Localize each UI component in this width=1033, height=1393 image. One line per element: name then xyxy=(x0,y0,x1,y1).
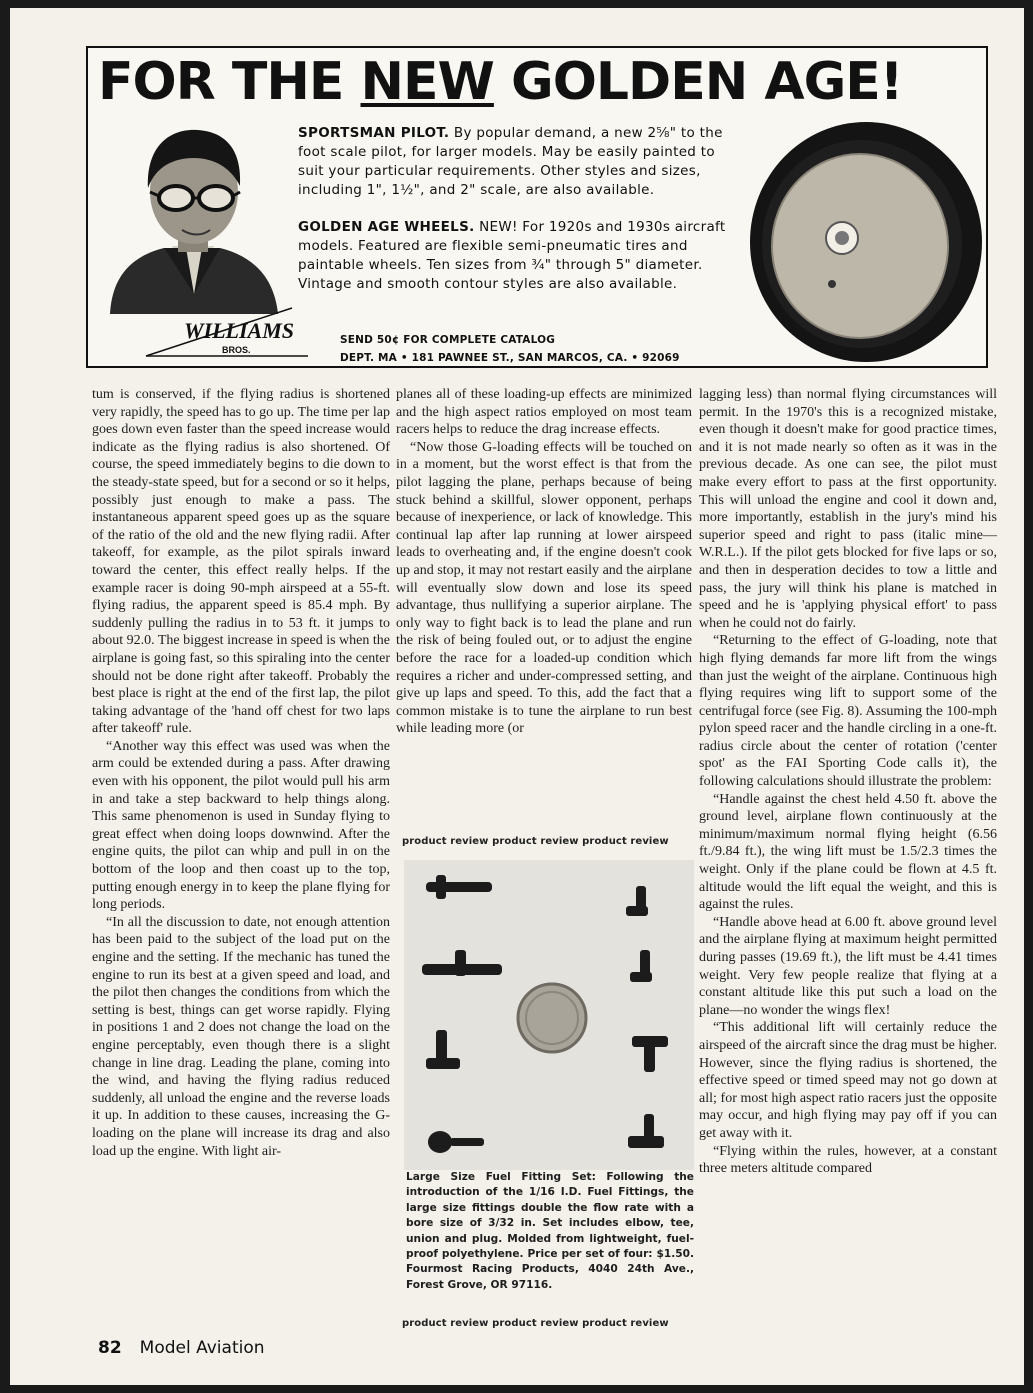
fuel-fittings-photo xyxy=(404,860,694,1170)
golden-age-wheel-image xyxy=(748,120,984,364)
svg-text:WILLIAMS: WILLIAMS xyxy=(184,318,295,343)
svg-text:BROS.: BROS. xyxy=(222,345,251,355)
catalog-line: SEND 50¢ FOR COMPLETE CATALOG xyxy=(340,334,556,346)
caption-text: Following the introduction of the 1/16 I.D. Fuel Fittings, the large size fittings double the flow rate with a bore size of 3/32 in. Set includes elbow, tee, union and plug. Molded from lightweight, fuel-proof polyethylene. Price per set of four: $1.50. Fourmost Racing Products, 4040 24th Ave., Forest Grove, OR 97116. xyxy=(406,1171,694,1291)
product-review-banner-bottom: product review product review product review xyxy=(402,1318,669,1329)
headline-part: FOR THE xyxy=(98,52,361,112)
sportsman-pilot-description xyxy=(298,124,730,200)
paragraph: lagging less) than normal flying circumstances will permit. In the 1970's this is a recognized mistake, even though it doesn't make for good practice times, and it is not made nearly so often as it was in the previous decade. As one can see, the pilot must make every effort to pass at the first opportunity. This will unload the engine and cool it down and, more importantly, establish in the jury's mind his superior speed and right to pass (italic mine—W.R.L.). If the pilot gets blocked for five laps or so, and then in desperation decides to tow a little and pass, the jury will think his plane is matched in speed and he is 'applying physical effort' to pass when he could not do fairly. xyxy=(699,387,997,631)
ad-headline xyxy=(98,52,978,112)
caption-title: Large Size Fuel Fitting Set: xyxy=(406,1171,596,1183)
product-review-caption xyxy=(406,1170,694,1293)
paragraph: “This additional lift will certainly reduce the airspeed of the aircraft since the drag must be higher. However, since the flying radius is shortened, the effective speed or timed speed may not go down at all; for most high aspect ratio racers just the opposite may occur, and high flying may pay off if you can get away with it. xyxy=(699,1020,997,1141)
paragraph: “Returning to the effect of G-loading, note that high flying demands far more lift from the wings than just the weight of the airplane. Continuous high flying requires wing lift to support some of the centrifugal force (see Fig. 8). Assuming the 100-mph pylon speed racer and the handle circling in a one-ft. radius circle about the center of rotation ('center spot' as the FAI Sporting Code calls it), the following calculations should illustrate the problem: xyxy=(699,633,997,790)
paragraph: “Handle above head at 6.00 ft. above ground level and the airplane flying at maximum height permitted during passes (19.69 ft.), the lift must be 4.41 times weight. Very few people realize that flying at a constant altitude like this put such a load on the plane—no wonder the wings flex! xyxy=(699,914,997,1018)
page-footer xyxy=(98,1338,265,1358)
magazine-page xyxy=(10,8,1024,1385)
paragraph: “In all the discussion to date, not enough attention has been paid to the subject of the load put on the engine and the setting. If the mechanic has tuned the engine to run its best at a given speed and load, and the pilot then changes the conditions from which the setting is best, things can get worse rapidly. Flying in positions 1 and 2 does not change the load on the engine perceptably, even though there is a slight change in line drag. Leading the plane, coming into the wind, and having the flying radius reduced suddenly, all unload the engine and the reverse loads it up. In addition to these causes, increasing the G-loading on the plane will increase its drag and also load up the engine. With light air- xyxy=(92,914,390,1159)
pilot-text: By popular demand, a new 2⅝" to the foot scale pilot, for larger models. May be easily painted to suit your particular requirements. Other styles and sizes, including 1", 1½", and 2" scale, are also available. xyxy=(298,125,723,198)
paragraph: planes all of these loading-up effects are minimized and the high aspect ratios employed on most team racers helps to reduce the drag increase effects. xyxy=(396,387,692,438)
pilot-title: SPORTSMAN PILOT. xyxy=(298,125,450,141)
williams-bros-advertisement xyxy=(86,46,988,368)
golden-age-wheels-description xyxy=(298,218,730,294)
wheels-text: NEW! For 1920s and 1930s aircraft models. Featured are flexible semi-pneumatic tires and paintable wheels. Ten sizes from ¾" through 5" diameter. Vintage and smooth contour styles are also available. xyxy=(298,219,726,292)
sportsman-pilot-figure-image xyxy=(102,126,282,316)
headline-underlined-word: NEW xyxy=(360,52,494,112)
catalog-offer xyxy=(340,331,680,367)
paragraph: “Handle against the chest held 4.50 ft. above the ground level, airplane flown continuously at the minimum/maximum normal flying height (6.56 ft./9.84 ft.), the wing lift must be 1.5/2.3 times the weight. Only if the plane could be flown at 4.5 ft. altitude would the lift equal the weight, and this is against the rules. xyxy=(699,791,997,913)
article-column-1 xyxy=(92,386,390,1160)
paragraph: “Flying within the rules, however, at a constant three meters altitude compared xyxy=(699,1143,997,1177)
article-column-3 xyxy=(699,386,997,1178)
page-number: 82 xyxy=(98,1338,122,1358)
headline-part-end: GOLDEN AGE! xyxy=(493,52,903,112)
paragraph: “Another way this effect was used was when the arm could be extended during a pass. After drawing even with his opponent, the pilot would pull his arm in and take a step backward to help things along. This same phenomenon is used in Sunday flying to great effect when doing loops downwind. After the engine quits, the pilot can whip and pull in on the bottom of the loop and then coast up to the top, putting enough energy in to keep the plane flying for long periods. xyxy=(92,738,390,913)
paragraph: tum is conserved, if the flying radius is shortened very rapidly, the speed has to go up. The time per lap goes down even faster than the speed increase would indicate as the flying radius is also shortened. Of course, the speed immediately begins to die down to the steady-state speed, but for a second or so it helps, possibly just enough to make a pass. The instantaneous apparent speed goes up as the square of the ratio of the old and the new flying radii. After takeoff, for example, as the pilot spirals inward toward the center, this effect really helps. If the example racer is doing 90-mph airspeed at a 55-ft. flying radius, the apparent speed is 85.4 mph. By suddenly pulling the radius in to 53 ft. it jumps to about 92.0. The biggest increase in speed is when the airplane is going fast, so this spiraling into the center should not be done right after takeoff. Probably the best place is right at the end of the first lap, the pilot taking advantage of the 'hand off chest for two laps after takeoff' rule. xyxy=(92,387,390,737)
paragraph: “Now those G-loading effects will be touched on in a moment, but the worst effect is that from the pilot lagging the plane, perhaps because of being stuck behind a skillful, slower opponent, perhaps because of inexperience, or lack of knowledge. This continual lap after lap running at lower airspeed leads to overheating and, if the engine doesn't cook up and stop, it may not restart easily and the airplane will eventually slow down and lose its speed advantage, thus nullifying a superior airplane. The only way to fight back is to lead the plane and run the risk of being fouled out, or to adjust the engine before the race for a loaded-up condition which requires a richer and under-compressed setting, and give up laps and speed. To this, add the fact that a common mistake is to tune the airplane to run best while leading more (or xyxy=(396,439,692,737)
product-review-banner-top: product review product review product review xyxy=(402,836,669,847)
article-column-2 xyxy=(396,386,692,738)
williams-bros-logo xyxy=(142,300,312,362)
address-line: DEPT. MA • 181 PAWNEE ST., SAN MARCOS, CA. • 92069 xyxy=(340,352,680,364)
wheels-title: GOLDEN AGE WHEELS. xyxy=(298,219,475,235)
magazine-name: Model Aviation xyxy=(139,1338,265,1358)
